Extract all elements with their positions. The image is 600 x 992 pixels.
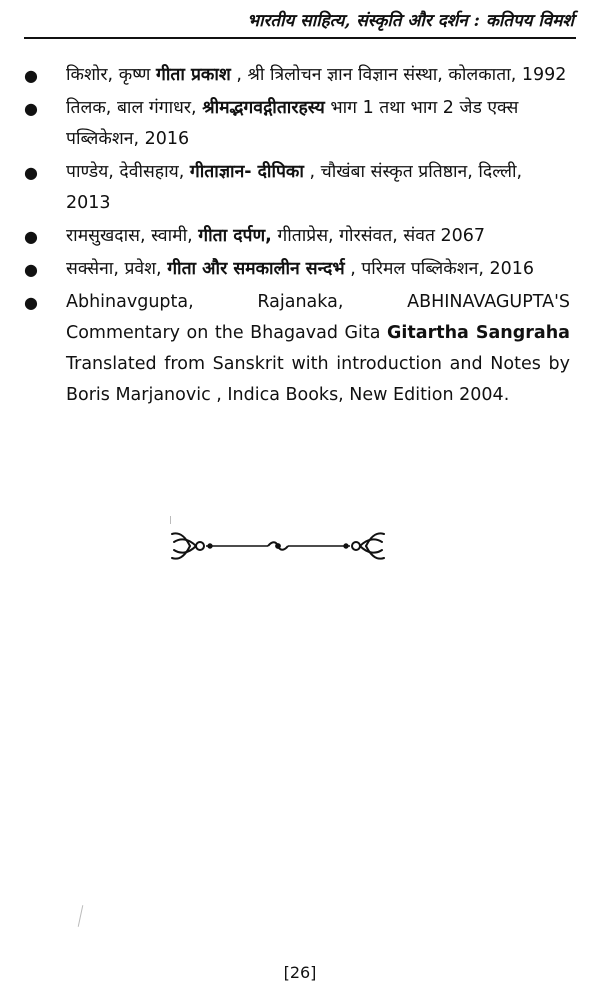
reference-title: श्रीमद्भगवद्गीतारहस्य bbox=[202, 98, 325, 118]
reference-text: भाग 1 तथा भाग 2 जेड एक्स पब्लिकेशन, 2016 bbox=[66, 98, 519, 149]
reference-title: गीताज्ञान- दीपिका bbox=[189, 162, 304, 182]
bullet-icon: ● bbox=[24, 260, 38, 279]
reference-item bbox=[24, 93, 570, 155]
reference-item bbox=[24, 60, 570, 91]
bullet-icon: ● bbox=[24, 163, 38, 182]
stray-mark bbox=[170, 516, 171, 524]
reference-item bbox=[24, 287, 570, 411]
reference-text: Abhinavgupta, Rajanaka, ABHINAVAGUPTA'S Commentary on the Bhagavad Gita bbox=[66, 292, 570, 343]
reference-item bbox=[24, 157, 570, 219]
reference-list bbox=[24, 60, 570, 413]
reference-text: पाण्डेय, देवीसहाय, bbox=[66, 162, 190, 182]
reference-item bbox=[24, 221, 570, 252]
reference-text: , चौखंबा संस्कृत प्रतिष्ठान, दिल्ली, 2013 bbox=[66, 162, 523, 213]
reference-text: सक्सेना, प्रवेश, bbox=[66, 259, 168, 279]
reference-title: गीता प्रकाश bbox=[155, 65, 231, 85]
reference-text: तिलक, बाल गंगाधर, bbox=[66, 98, 203, 118]
reference-text: रामसुखदास, स्वामी, bbox=[66, 226, 199, 246]
reference-text: Translated from Sanskrit with introduction and Notes by Boris Marjanovic , Indica Books, New Edition 2004. bbox=[66, 354, 570, 405]
reference-text: किशोर, कृष्ण bbox=[66, 65, 156, 85]
reference-text: , श्री त्रिलोचन ज्ञान विज्ञान संस्था, कोलकाता, 1992 bbox=[230, 65, 567, 85]
reference-item bbox=[24, 254, 570, 285]
reference-title: गीता और समकालीन सन्दर्भ bbox=[167, 259, 345, 279]
running-header: भारतीय साहित्य, संस्कृति और दर्शन : कतिपय विमर्श bbox=[247, 11, 574, 31]
page-number: [26] bbox=[283, 963, 317, 982]
bullet-icon: ● bbox=[24, 293, 38, 312]
reference-text: , परिमल पब्लिकेशन, 2016 bbox=[344, 259, 534, 279]
stray-mark bbox=[78, 905, 84, 927]
bullet-icon: ● bbox=[24, 66, 38, 85]
reference-title: Gitartha Sangraha bbox=[387, 323, 570, 343]
bullet-icon: ● bbox=[24, 227, 38, 246]
reference-title: गीता दर्पण, bbox=[198, 226, 272, 246]
bullet-icon: ● bbox=[24, 99, 38, 118]
header-rule bbox=[24, 37, 576, 39]
flourish-ornament-icon bbox=[168, 526, 388, 566]
reference-text: गीताप्रेस, गोरसंवत, संवत 2067 bbox=[271, 226, 486, 246]
